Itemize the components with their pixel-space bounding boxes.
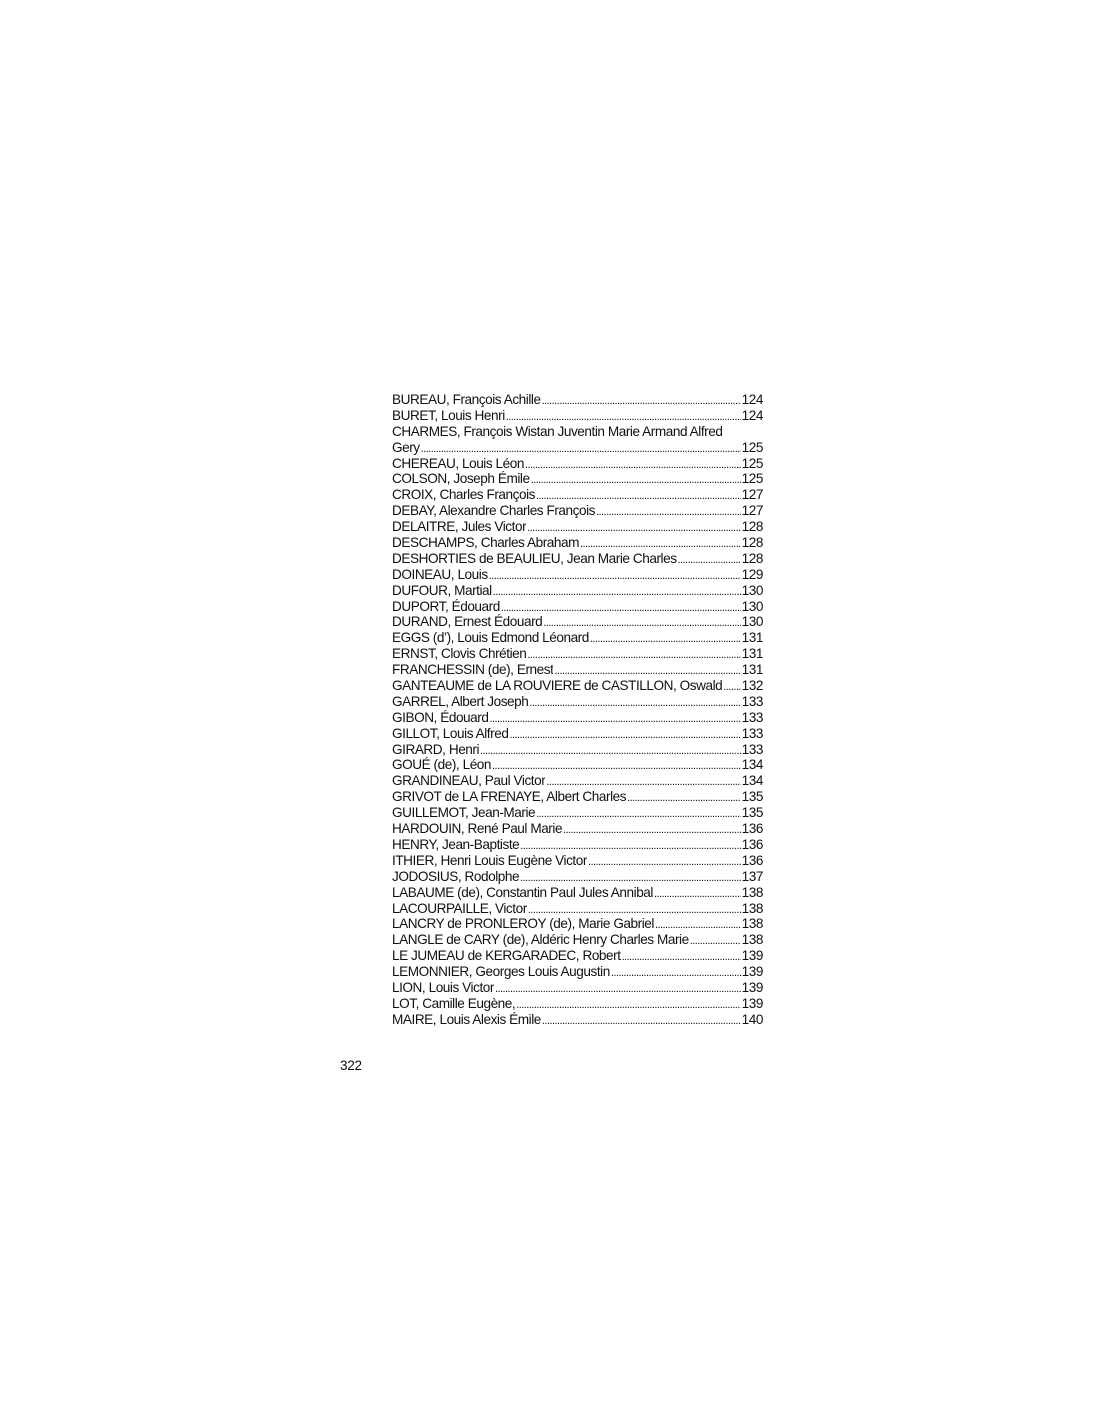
index-entry [392,471,763,487]
entry-name: GIBON, Édouard [392,709,489,725]
entry-page-ref: 137 [741,868,763,884]
entry-page-ref: 139 [741,948,763,964]
dot-leader [563,821,741,837]
entry-page-ref: 139 [741,964,763,980]
entry-page-ref: 124 [741,407,763,423]
entry-name: ERNST, Clovis Chrétien [392,646,527,662]
entry-name: CHEREAU, Louis Léon [392,455,524,471]
entry-name: LANGLE de CARY (de), Aldéric Henry Charles Marie [392,932,689,948]
index-entry [392,535,763,551]
entry-page-ref: 138 [741,916,763,932]
dot-leader [536,487,741,503]
entry-page-ref: 125 [741,455,763,471]
entry-page-ref: 127 [741,487,763,503]
entry-page-ref: 131 [741,630,763,646]
entry-name: GRIVOT de LA FRENAYE, Albert Charles [392,789,627,805]
entry-name: GIRARD, Henri [392,741,480,757]
dot-leader [489,710,740,726]
index-entry [392,757,763,773]
index-entry [392,519,763,535]
entry-page-ref: 133 [741,693,763,709]
entry-name: GARREL, Albert Joseph [392,693,529,709]
entry-name: LEMONNIER, Georges Louis Augustin [392,964,610,980]
dot-leader [622,948,741,964]
dot-leader [506,408,741,424]
index-entry [392,964,763,980]
dot-leader [480,742,741,758]
dot-leader [542,1012,741,1028]
entry-page-ref: 131 [741,662,763,678]
entry-page-ref: 139 [741,995,763,1011]
entry-page-ref: 127 [741,503,763,519]
entry-name: CROIX, Charles François [392,487,535,503]
entry-page-ref: 128 [741,550,763,566]
entry-name: LE JUMEAU de KERGARADEC, Robert [392,948,621,964]
entry-page-ref: 132 [741,678,763,694]
entry-page-ref: 134 [741,773,763,789]
dot-leader [527,519,741,535]
index-entry [392,456,763,472]
entry-page-ref: 135 [741,805,763,821]
index-entry [392,996,763,1012]
entry-name: GOUÉ (de), Léon [392,757,492,773]
entry-page-ref: 128 [741,519,763,535]
index-entry [392,694,763,710]
dot-leader [655,916,741,932]
entry-name: Gery [392,439,420,455]
index-entry [392,567,763,583]
dot-leader [588,853,741,869]
dot-leader [516,996,740,1012]
entry-name: LION, Louis Victor [392,979,494,995]
dot-leader [590,630,741,646]
entry-name: COLSON, Joseph Émile [392,471,530,487]
entry-name: BURET, Louis Henri [392,407,505,423]
index-entry [392,710,763,726]
entry-page-ref: 124 [741,392,763,407]
entry-name: CHARMES, François Wistan Juventin Marie Armand Alfred [392,423,723,439]
index-entry [392,424,763,440]
index-entry [392,980,763,996]
index-entry [392,948,763,964]
index-entry [392,614,763,630]
entry-name: DELAITRE, Jules Victor [392,519,527,535]
entry-name: ITHIER, Henri Louis Eugène Victor [392,852,587,868]
dot-leader [501,599,741,615]
index-entry [392,901,763,917]
entry-name: DEBAY, Alexandre Charles François [392,503,596,519]
dot-leader [554,662,740,678]
entry-page-ref: 138 [741,900,763,916]
index-entry [392,678,763,694]
dot-leader [492,757,741,773]
entry-name: DESHORTIES de BEAULIEU, Jean Marie Charles [392,550,677,566]
entry-page-ref: 133 [741,725,763,741]
index-entry [392,487,763,503]
dot-leader [690,932,741,948]
entry-page-ref: 130 [741,582,763,598]
entry-page-ref: 133 [741,741,763,757]
index-list [392,392,763,1028]
entry-name: DURAND, Ernest Édouard [392,614,543,630]
dot-leader [542,392,741,408]
entry-name: HARDOUIN, René Paul Marie [392,821,563,837]
dot-leader [529,694,740,710]
index-entry [392,392,763,408]
index-entry [392,789,763,805]
index-entry [392,662,763,678]
dot-leader [627,789,741,805]
dot-leader [525,456,741,472]
entry-page-ref: 136 [741,821,763,837]
entry-name: HENRY, Jean-Baptiste [392,836,520,852]
index-entry [392,773,763,789]
index-entry [392,408,763,424]
entry-page-ref: 125 [741,439,763,455]
dot-leader [528,901,741,917]
dot-leader [493,583,741,599]
dot-leader [654,885,741,901]
dot-leader [543,614,740,630]
entry-name: LABAUME (de), Constantin Paul Jules Annibal [392,884,653,900]
dot-leader [546,773,740,789]
index-entry [392,599,763,615]
entry-name: GILLOT, Louis Alfred [392,725,509,741]
index-entry [392,916,763,932]
dot-leader [489,567,741,583]
entry-page-ref: 135 [741,789,763,805]
entry-name: MAIRE, Louis Alexis Émile [392,1011,541,1027]
dot-leader [520,869,741,885]
index-entry [392,630,763,646]
index-entry [392,646,763,662]
index-entry [392,853,763,869]
dot-leader [531,471,741,487]
entry-name: BUREAU, François Achille [392,392,541,407]
entry-page-ref: 128 [741,535,763,551]
entry-name: GRANDINEAU, Paul Victor [392,773,546,789]
entry-name: GUILLEMOT, Jean-Marie [392,805,536,821]
entry-page-ref: 129 [741,566,763,582]
entry-page-ref: 138 [741,932,763,948]
entry-name: DOINEAU, Louis [392,566,488,582]
dot-leader [580,535,741,551]
entry-name: DESCHAMPS, Charles Abraham [392,535,579,551]
dot-leader [596,503,741,519]
index-entry [392,821,763,837]
dot-leader [536,805,741,821]
entry-name: LACOURPAILLE, Victor [392,900,527,916]
entry-page-ref: 130 [741,614,763,630]
index-entry [392,932,763,948]
entry-name: LOT, Camille Eugène, [392,995,516,1011]
index-entry [392,869,763,885]
entry-page-ref: 136 [741,836,763,852]
entry-name: DUPORT, Édouard [392,598,500,614]
index-entry [392,837,763,853]
dot-leader [723,678,740,694]
dot-leader [527,646,740,662]
dot-leader [678,551,741,567]
entry-page-ref: 136 [741,852,763,868]
dot-leader [495,980,741,996]
entry-page-ref: 125 [741,471,763,487]
index-entry [392,440,763,456]
entry-page-ref: 130 [741,598,763,614]
index-entry [392,805,763,821]
index-entry [392,742,763,758]
entry-name: LANCRY de PRONLEROY (de), Marie Gabriel [392,916,654,932]
entry-page-ref: 134 [741,757,763,773]
entry-name: DUFOUR, Martial [392,582,492,598]
entry-name: FRANCHESSIN (de), Ernest [392,662,554,678]
dot-leader [611,964,741,980]
entry-page-ref: 138 [741,884,763,900]
entry-name: JODOSIUS, Rodolphe [392,868,520,884]
entry-page-ref: 131 [741,646,763,662]
index-entry [392,583,763,599]
dot-leader [421,440,741,456]
index-entry [392,503,763,519]
index-entry [392,726,763,742]
index-entry [392,1012,763,1028]
entry-page-ref: 140 [741,1011,763,1027]
index-entry [392,885,763,901]
index-entry [392,551,763,567]
entry-page-ref: 139 [741,979,763,995]
page-number: 322 [340,1058,362,1073]
entry-page-ref: 133 [741,709,763,725]
dot-leader [520,837,740,853]
entry-name: GANTEAUME de LA ROUVIERE de CASTILLON, Oswald [392,678,723,694]
dot-leader [509,726,740,742]
entry-name: EGGS (d’), Louis Edmond Léonard [392,630,589,646]
